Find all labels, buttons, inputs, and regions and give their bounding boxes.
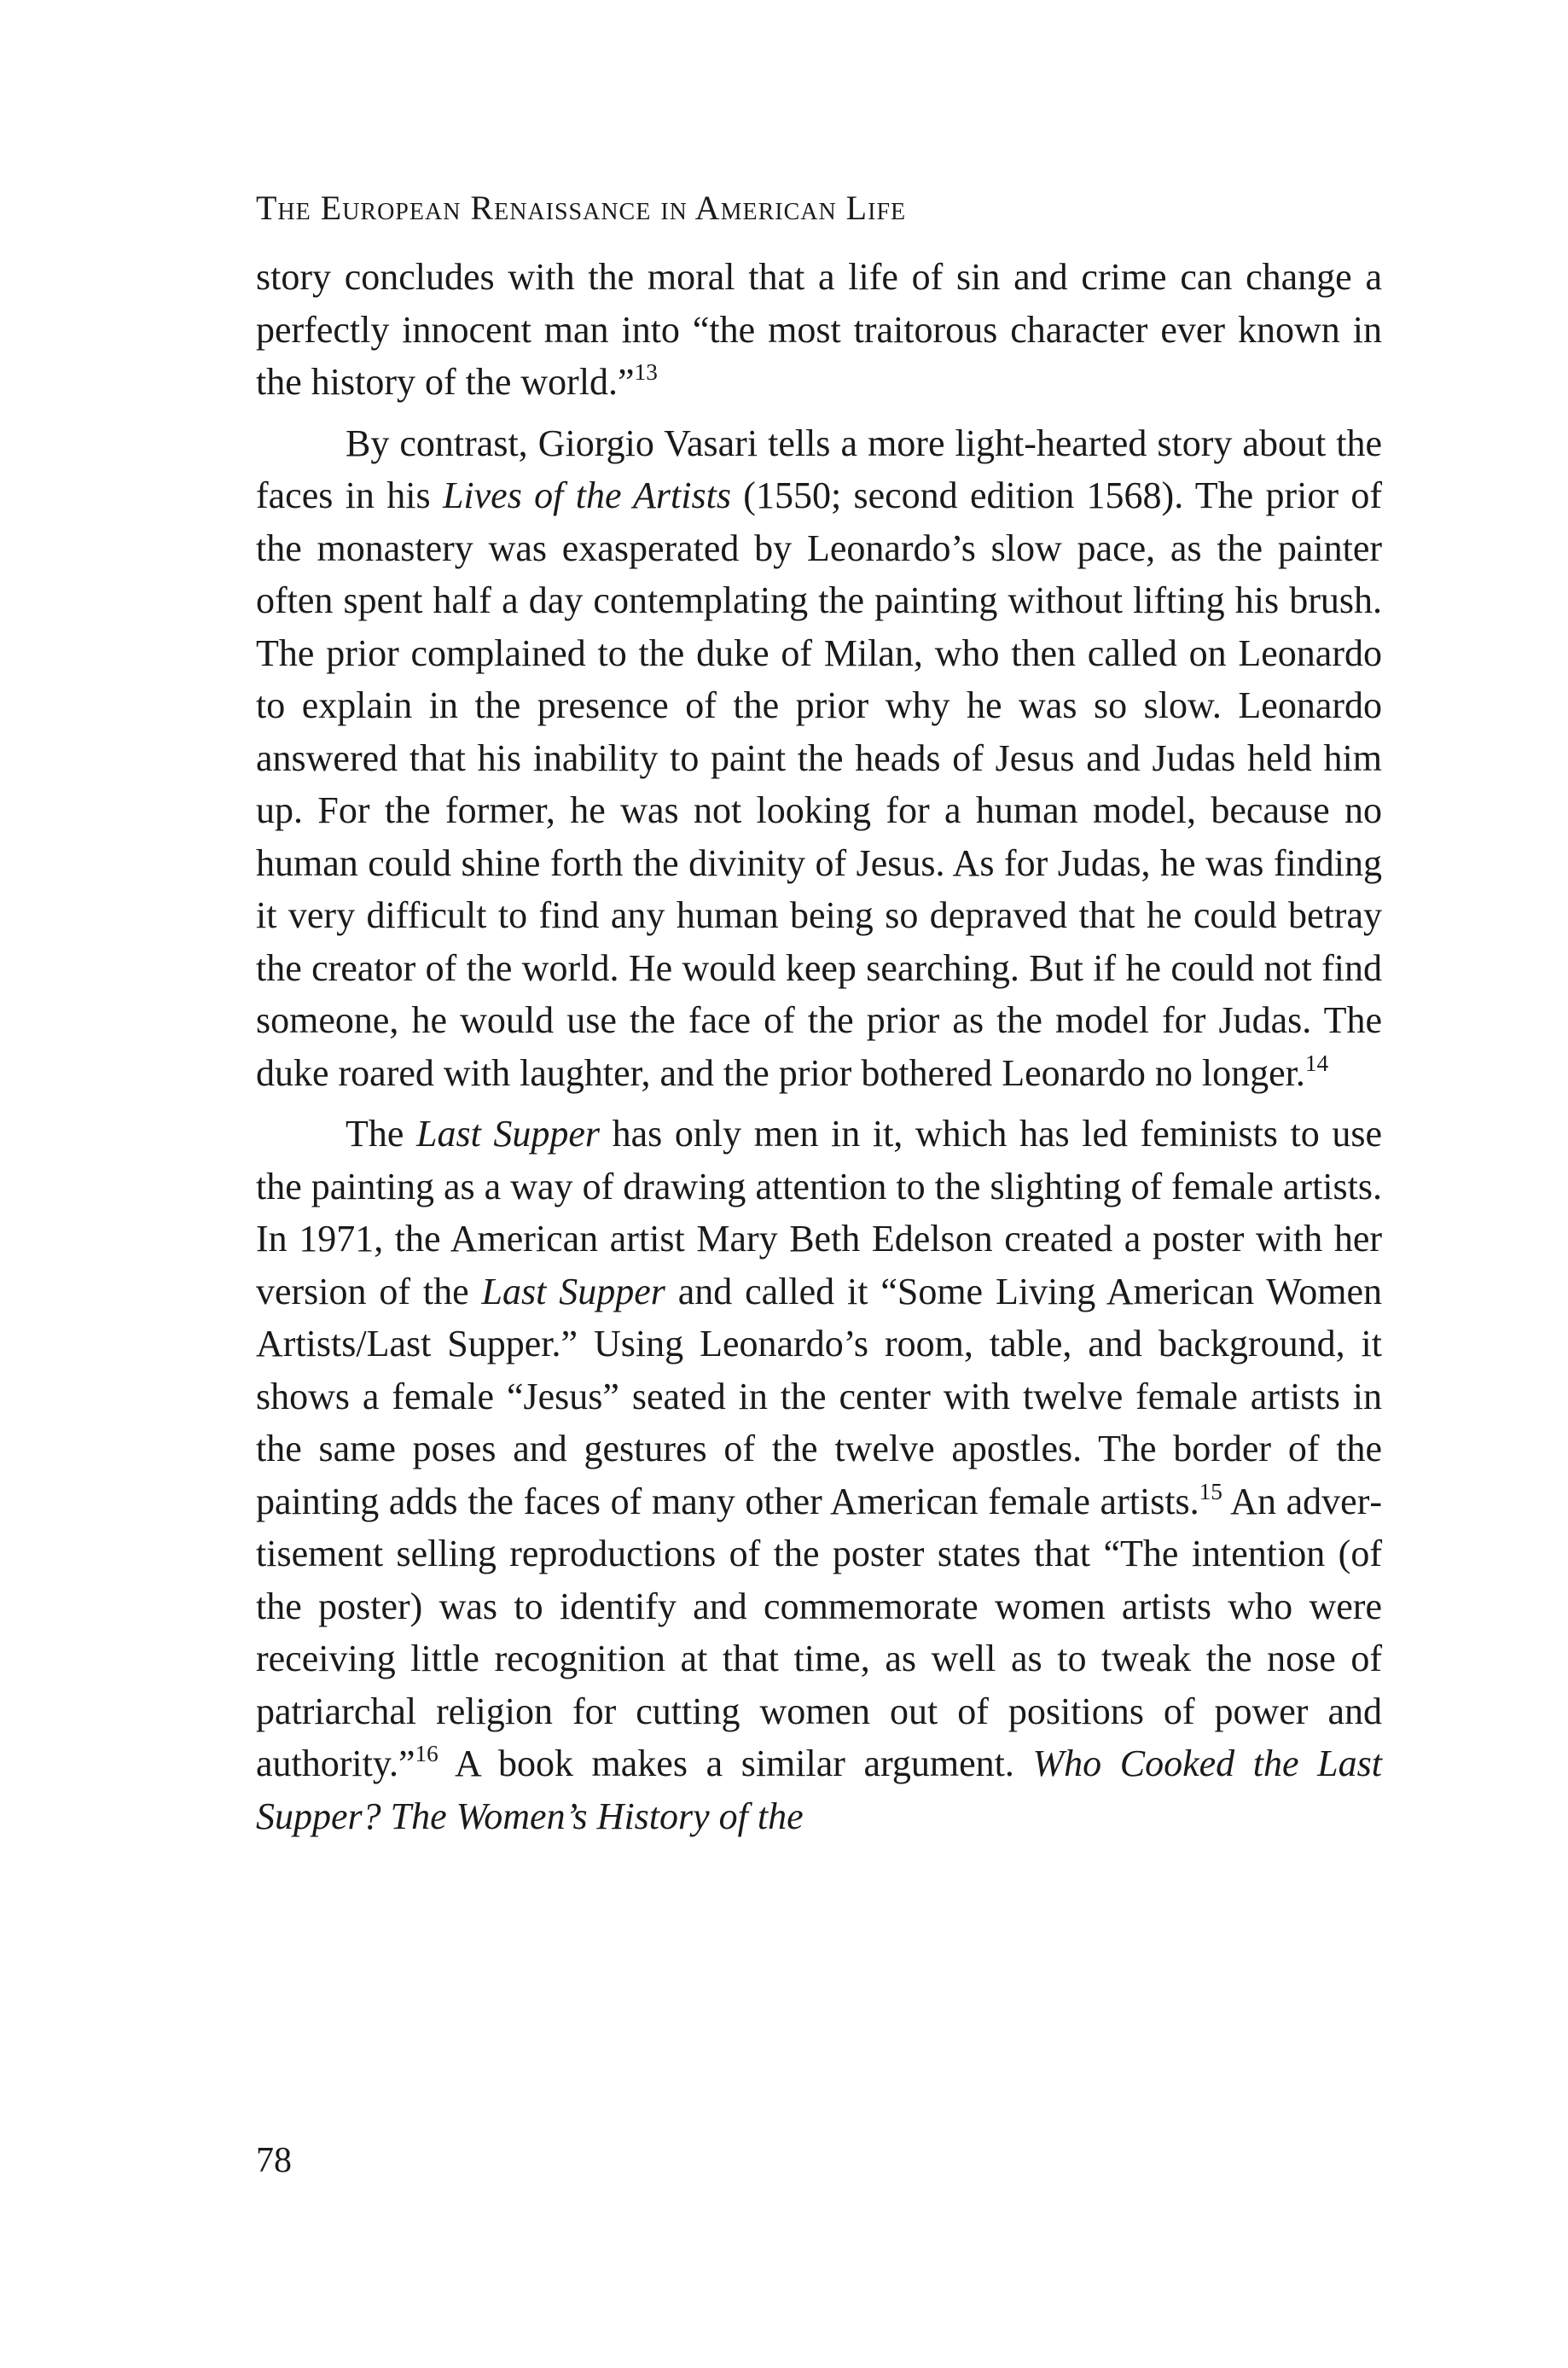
italic-title: Lives of the Artists [442,474,731,516]
text-run: (1550; second edition 1568). The prior of the monastery was exasperated by Leonardo’s slow pace, as the painter often spent half a day contemplating the painting without lifting his brush. The prior complained to the duke of Milan, who then called on Leonardo to explain in the presence of the prior why he was so slow. Leonardo answered that his inability to paint the heads of Jesus and Judas held him up. For the former, he was not looking for a human model, because no human could shine forth the divinity of Jesus. As for Judas, he was finding it very difficult to find any human being so depraved that he could betray the creator of the world. He would keep searching. But if he could not find someone, he would use the face of the prior as the model for Judas. The duke roared with laughter, and the prior bothered Leonardo no longer. [256,474,1383,1094]
paragraph-3 [256,1108,1382,1842]
text-run: A book makes a similar argument. [438,1743,1033,1784]
running-head: The European Renaissance in American Life [256,189,907,227]
text-run: story concludes with the moral that a life of sin and crime can change a perfectly innocent man into “the most traitorous character ever known in the history of the world.” [256,256,1382,403]
italic-title: Last Supper [481,1270,665,1312]
page-body [256,188,1382,1851]
text-run: has only men in it, which has led feminists to use the painting as a way of drawing attention to the slighting of female artists. In 1971, the American artist Mary Beth Edelson created a poster with her version of the [256,1113,1382,1312]
italic-title: Last Supper [416,1113,601,1155]
footnote-ref: 13 [634,359,658,386]
text-run: An advertisement selling reproductions of the poster states that “The intention (of the poster) was to identify and commemorate women artists who were receiving little recognition at that time, as well as to tweak the nose of patriarchal religion for cutting women out of positions of power and authority.” [256,1480,1382,1784]
page-number: 78 [256,2141,292,2180]
text-run: The [346,1113,416,1155]
paragraph-1 [256,251,1382,409]
text-run: and called it “Some Living American Women Artists/Last Supper.” Using Leonardo’s room, table, and background, it shows a female “Jesus” seated in the center with twelve female artists in the same poses and gestures of the twelve apostles. The border of the painting adds the faces of many other American female artists. [256,1270,1382,1522]
paragraph-2 [256,417,1382,1100]
italic-title: Who Cooked the Last Supper? The Women’s History of the [256,1743,1382,1837]
text-run: By contrast, Giorgio Vasari tells a more light-hearted story about the faces in his [256,422,1382,516]
footnote-ref: 16 [415,1741,438,1767]
footnote-ref: 14 [1304,1050,1329,1076]
footnote-ref: 15 [1199,1478,1222,1504]
